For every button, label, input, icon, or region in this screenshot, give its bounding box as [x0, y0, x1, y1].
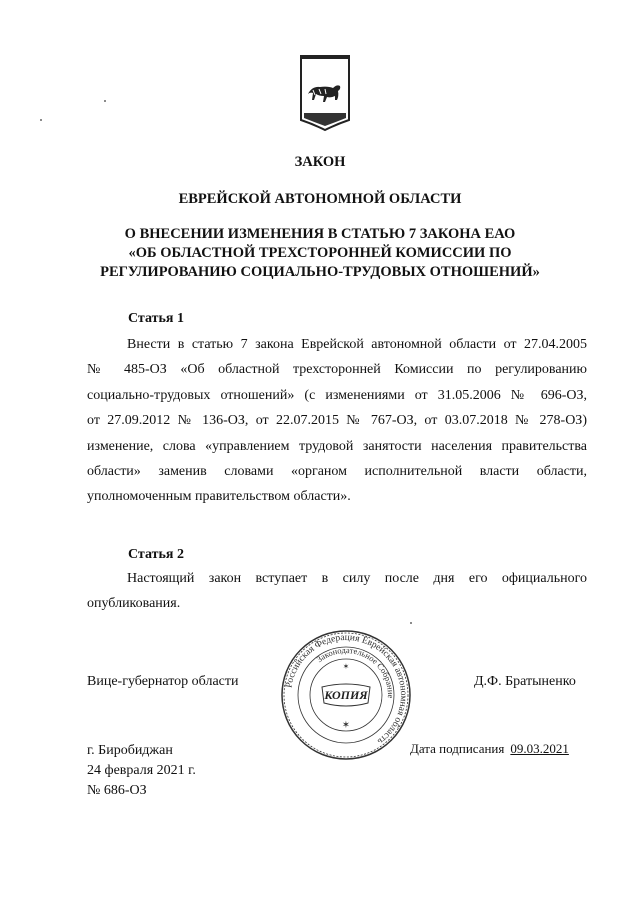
region-title: ЕВРЕЙСКОЙ АВТОНОМНОЙ ОБЛАСТИ [178, 191, 462, 207]
article-2-line: опубликования. [87, 596, 181, 612]
article-2-heading: Статья 2 [128, 547, 184, 562]
law-subject-line: «ОБ ОБЛАСТНОЙ ТРЕХСТОРОННЕЙ КОМИССИИ ПО [128, 245, 512, 261]
law-title: ЗАКОН [294, 154, 346, 170]
scan-speck [40, 119, 42, 121]
law-subject-line: О ВНЕСЕНИИ ИЗМЕНЕНИЯ В СТАТЬЮ 7 ЗАКОНА ЕАО [124, 226, 516, 242]
law-subject-line: РЕГУЛИРОВАНИЮ СОЦИАЛЬНО-ТРУДОВЫХ ОТНОШЕНИЙ» [100, 264, 540, 280]
article-1-line: уполномоченным правительством области». [87, 489, 351, 505]
article-1-line: социально-трудовых отношений» (с изменениями от 31.05.2006 № 696-ОЗ, [87, 387, 587, 403]
article-2-text [87, 566, 587, 617]
article-1-line: Внести в статью 7 закона Еврейской автономной области от 27.04.2005 [127, 337, 587, 352]
article-1-line: области» заменив словами «органом исполнительной власти области, [87, 464, 587, 480]
adoption-date: 24 февраля 2021 г. [87, 763, 196, 778]
scan-speck [104, 100, 106, 102]
seal-center-text: КОПИЯ [324, 688, 368, 702]
article-1-text [87, 332, 587, 510]
signatory-position: Вице-губернатор области [87, 674, 239, 689]
seal-outer-text: Российская Федерация Еврейская автономная область [284, 632, 409, 747]
article-1-heading: Статья 1 [128, 311, 184, 326]
article-1-line: изменение, слова «управлением трудовой занятости населения правительства [87, 438, 587, 454]
signatory-name: Д.Ф. Братыненко [474, 674, 576, 689]
article-1-line: № 485-ОЗ «Об областной трехсторонней Комиссии по регулированию [87, 362, 587, 378]
law-subject-title [0, 225, 640, 282]
article-1-line: от 27.09.2012 № 136-ОЗ, от 22.07.2015 № 767-ОЗ, от 03.07.2018 № 278-ОЗ) [87, 413, 587, 429]
signing-date-value: 09.03.2021 [510, 741, 569, 756]
seal-star-icon: ✶ [341, 720, 351, 731]
signing-date-label: Дата подписания [410, 741, 505, 756]
scan-speck [410, 622, 412, 624]
article-2-line: Настоящий закон вступает в силу после дня его официального [127, 571, 587, 586]
place-date-number [87, 741, 196, 801]
seal-inner-text: Законодательное Собрание [314, 644, 397, 699]
official-seal-stamp [278, 627, 414, 763]
place-city: г. Биробиджан [87, 743, 173, 758]
seal-star-icon: ✶ [342, 662, 350, 671]
coat-of-arms-emblem [296, 50, 354, 134]
signing-date [410, 741, 569, 757]
law-number: № 686-ОЗ [87, 783, 147, 798]
